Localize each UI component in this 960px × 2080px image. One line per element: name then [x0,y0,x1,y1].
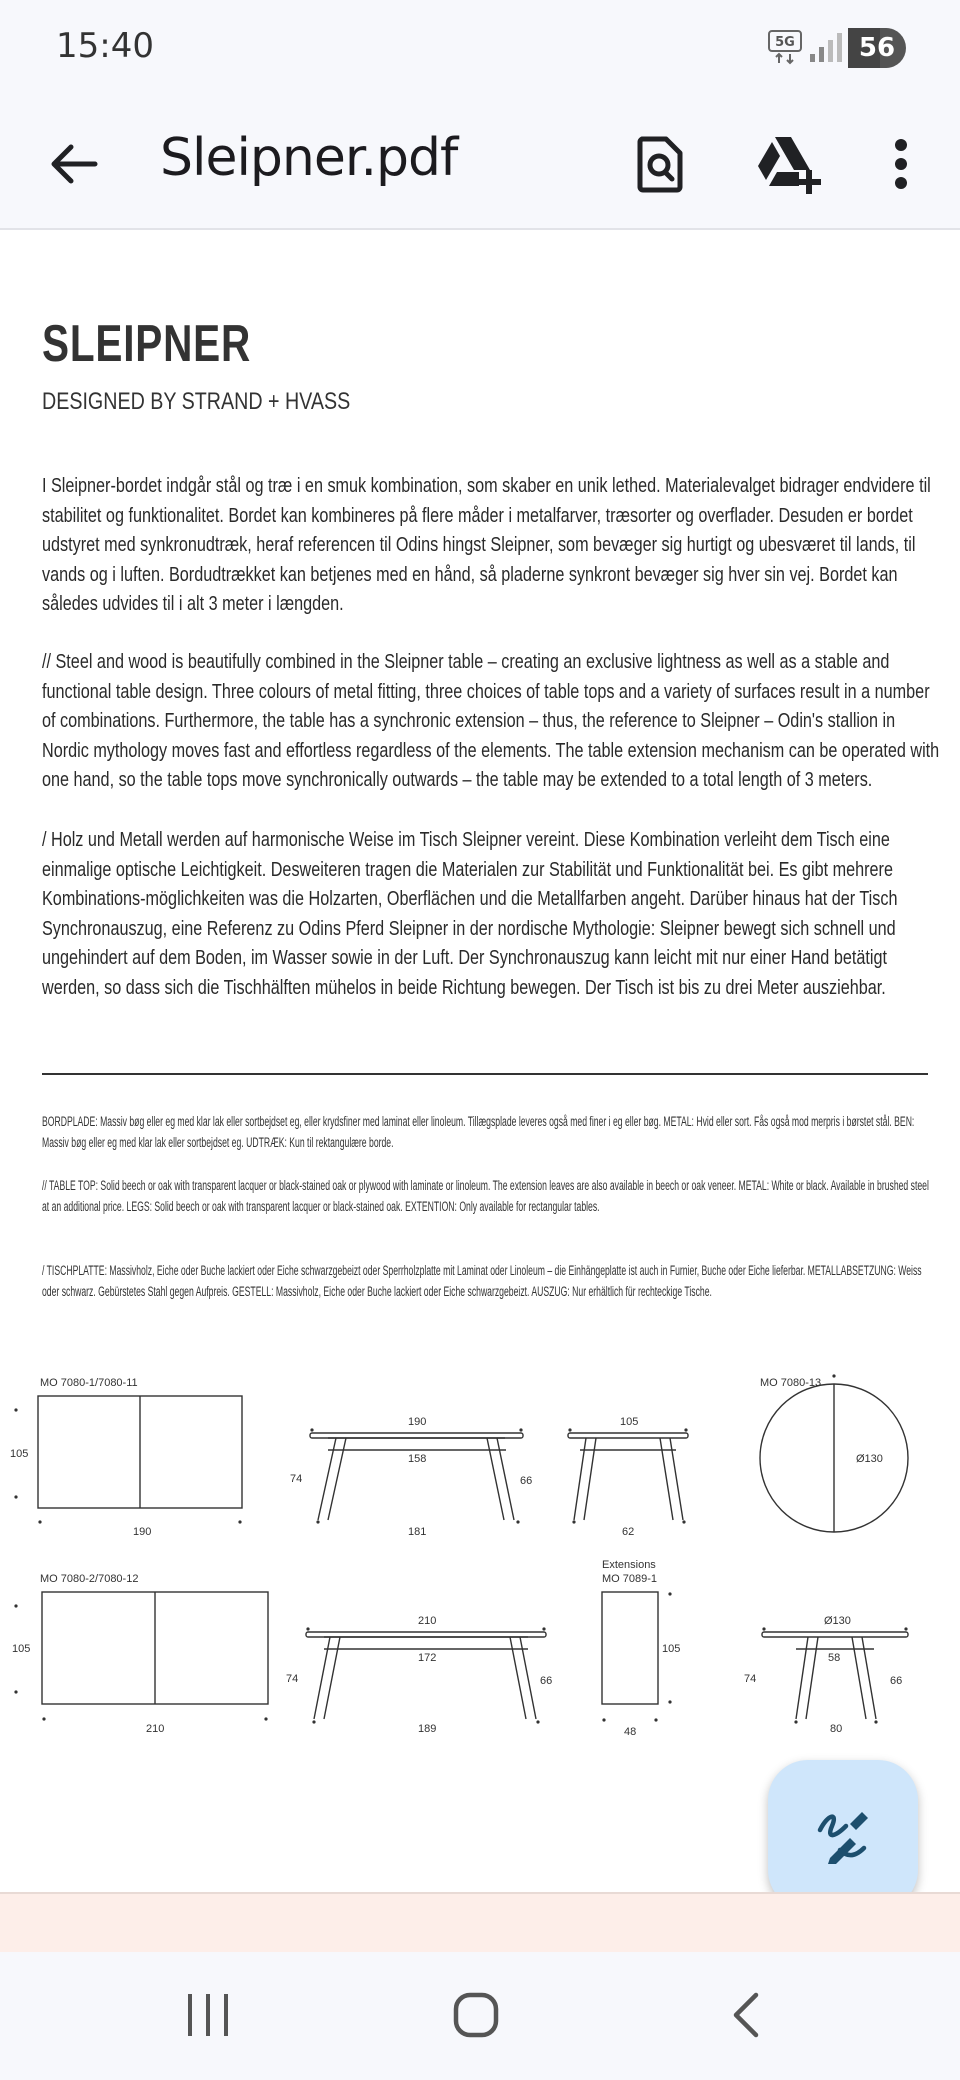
dim-c-side-bottom: 189 [418,1723,437,1735]
back-button[interactable] [40,130,108,198]
product-designer: DESIGNED BY STRAND + HVASS [42,388,351,415]
document-title: Sleipner.pdf [160,128,458,188]
side-view-210 [306,1632,546,1637]
dim-a-side-bottom: 181 [408,1526,427,1538]
battery-indicator [848,28,906,68]
dim-c-side-leg: 66 [540,1675,553,1687]
dim-c-depth: 105 [12,1643,31,1655]
dim-c-length: 210 [146,1723,165,1735]
dim-a-end-bottom: 62 [622,1526,635,1538]
pdf-page[interactable] [0,232,960,1888]
model-c-label: MO 7080-2/7080-12 [40,1573,139,1585]
dim-a-depth: 105 [10,1448,29,1460]
back-nav-icon [730,1991,762,2039]
dim-ext-width: 48 [624,1726,637,1738]
battery-level: 56 [858,33,896,63]
find-in-document-button[interactable] [622,126,698,202]
spec-danish: BORDPLADE: Massiv bøg eller eg med klar lak eller sortbejdset eg, eller krydsfiner med laminat eller linoleum. Tillægsplade leveres også med finer i eg eller bøg. METAL: Hvid eller sort. Fås også mod merpris i børstet stål. BEN: Massiv bøg eller eg med klar lak eller sortbejdset eg. UDTRÆK: Kun til rektangulære borde. [42,1114,915,1150]
more-vert-icon [893,138,909,190]
5g-network-icon [768,30,802,64]
home-icon [452,1991,500,2039]
dim-a-side-height: 74 [290,1473,303,1485]
system-back-button[interactable] [706,1980,786,2050]
dim-round-side-bottom: 80 [830,1723,843,1735]
extensions-label: Extensions [602,1559,656,1571]
dim-a-side-inner: 158 [408,1453,427,1465]
dim-a-length: 190 [133,1526,152,1538]
app-bar [0,96,960,230]
page-gap [0,1892,960,1952]
dim-round-diameter: Ø130 [856,1453,883,1465]
status-bar [0,0,960,96]
model-a-label: MO 7080-1/7080-11 [40,1377,138,1389]
dim-ext-depth: 105 [662,1643,681,1655]
network-label: 5G [775,35,795,50]
dim-round-side-inner: 58 [828,1652,841,1664]
dim-c-side-top: 210 [418,1615,437,1627]
dim-c-side-height: 74 [286,1673,299,1685]
clock: 15:40 [56,26,154,66]
side-view-190 [310,1433,523,1438]
recents-icon [186,1992,230,2038]
extension-leaf [602,1592,658,1704]
paragraph-danish: I Sleipner-bordet indgår stål og træ i en smuk kombination, som skaber en unik lethed. Materialevalget bidrager endvidere til stabilitet og funktionalitet. Bordet kan kombineres på flere måder i metalfarver, træsorter og overflader. Desuden er bordet udstyret med synkronudtræk, heraf referencen til Odins hingst Sleipner, som bevæger sig hurtigt og ubesværet til lands, til vands og i luften. Bordudtrækket kan betjenes med en hånd, så pladerne synkront bevæger sig hver sin vej. Bordet kan således udvides til i alt 3 meter i længden. [42,475,931,615]
recents-button[interactable] [168,1980,248,2050]
system-navigation-bar [0,1952,960,2080]
more-options-button[interactable] [863,126,939,202]
section-divider [42,1073,928,1075]
round-side-view [762,1632,908,1637]
product-title: SLEIPNER [42,315,252,373]
dim-a-side-top: 190 [408,1416,427,1428]
dim-a-end-top: 105 [620,1416,639,1428]
end-view-105 [568,1433,688,1438]
paragraph-german: / Holz und Metall werden auf harmonische Weise im Tisch Sleipner vereint. Diese Kombination verleiht dem Tisch eine einmalige optische Leichtigkeit. Desweiteren tragen die Materialen zur Stabilität und Funktionalität bei. Es gibt mehrere Kombinations-möglichkeiten was die Holzarten, Oberflächen und die Metallfarben angeht. Darüber hinaus hat der Tisch Synchronauszug, eine Referenz zu Odins Pferd Sleipner in der nordische Mythologie: Sleipner bewegt sich schnell und ungehindert auf dem Boden, im Wasser sowie in der Luft. Der Synchronauszug kann leicht mit nur einer Hand betätigt werden, so dass sich die Tischhälften mühelos in beide Richtung bewegen. Der Tisch ist bis zu drei Meter ausziehbar. [42,829,898,999]
spec-english: // TABLE TOP: Solid beech or oak with transparent lacquer or black-stained oak or plywood with laminate or linoleum. The extension leaves are also available in beech or oak veneer. METAL: White or black. Available in brushed steel at an additional price. LEGS: Solid beech or oak with transparent lacquer or black-stained oak. EXTENTION: Only available for rectangular tables. [42,1178,929,1214]
dim-round-side-leg: 66 [890,1675,903,1687]
dim-round-side-height: 74 [744,1673,757,1685]
model-ext-label: MO 7089-1 [602,1573,658,1585]
dim-c-side-inner: 172 [418,1652,437,1664]
dim-round-side-top: Ø130 [824,1615,851,1627]
back-arrow-icon [49,141,99,187]
annotate-fab[interactable] [768,1760,918,1910]
technical-drawings [0,1362,960,1738]
model-b-label: MO 7080-13 [760,1377,822,1389]
paragraph-english: // Steel and wood is beautifully combined in the Sleipner table – creating an exclusive lightness as well as a stable and functional table design. Three colours of metal fitting, three choices of table tops and a variety of surfaces result in a number of combinations. Furthermore, the table has a synchronic extension – thus, the reference to Sleipner – Odin's stallion in Nordic mythology moves fast and effortless regardless of the elements. The table extension mechanism can be operated with one hand, so the table tops move synchronically outwards – the table may be extended to a total length of 3 meters. [42,651,940,791]
annotate-pen-icon [812,1804,874,1866]
search-document-icon [634,135,686,193]
spec-german: / TISCHPLATTE: Massivholz, Eiche oder Buche lackiert oder Eiche schwarzgebeizt oder Sperrholzplatte mit Laminat oder Linoleum – die Einhängeplatte ist auch in Furnier, Buche oder Eiche lieferbar. METALLABSETZUNG: Weiss oder schwarz. Gebürstetes Stahl gegen Aufpreis. GESTELL: Massivholz, Eiche oder Buche lackiert oder Eiche schwarzgebeizt. AUSZUG: Nur erhältlich für rechteckige Tische. [42,1263,922,1299]
add-to-drive-icon [755,134,821,194]
add-to-drive-button[interactable] [750,126,826,202]
dim-a-side-leg: 66 [520,1475,533,1487]
home-button[interactable] [436,1980,516,2050]
signal-strength-icon [808,30,844,64]
